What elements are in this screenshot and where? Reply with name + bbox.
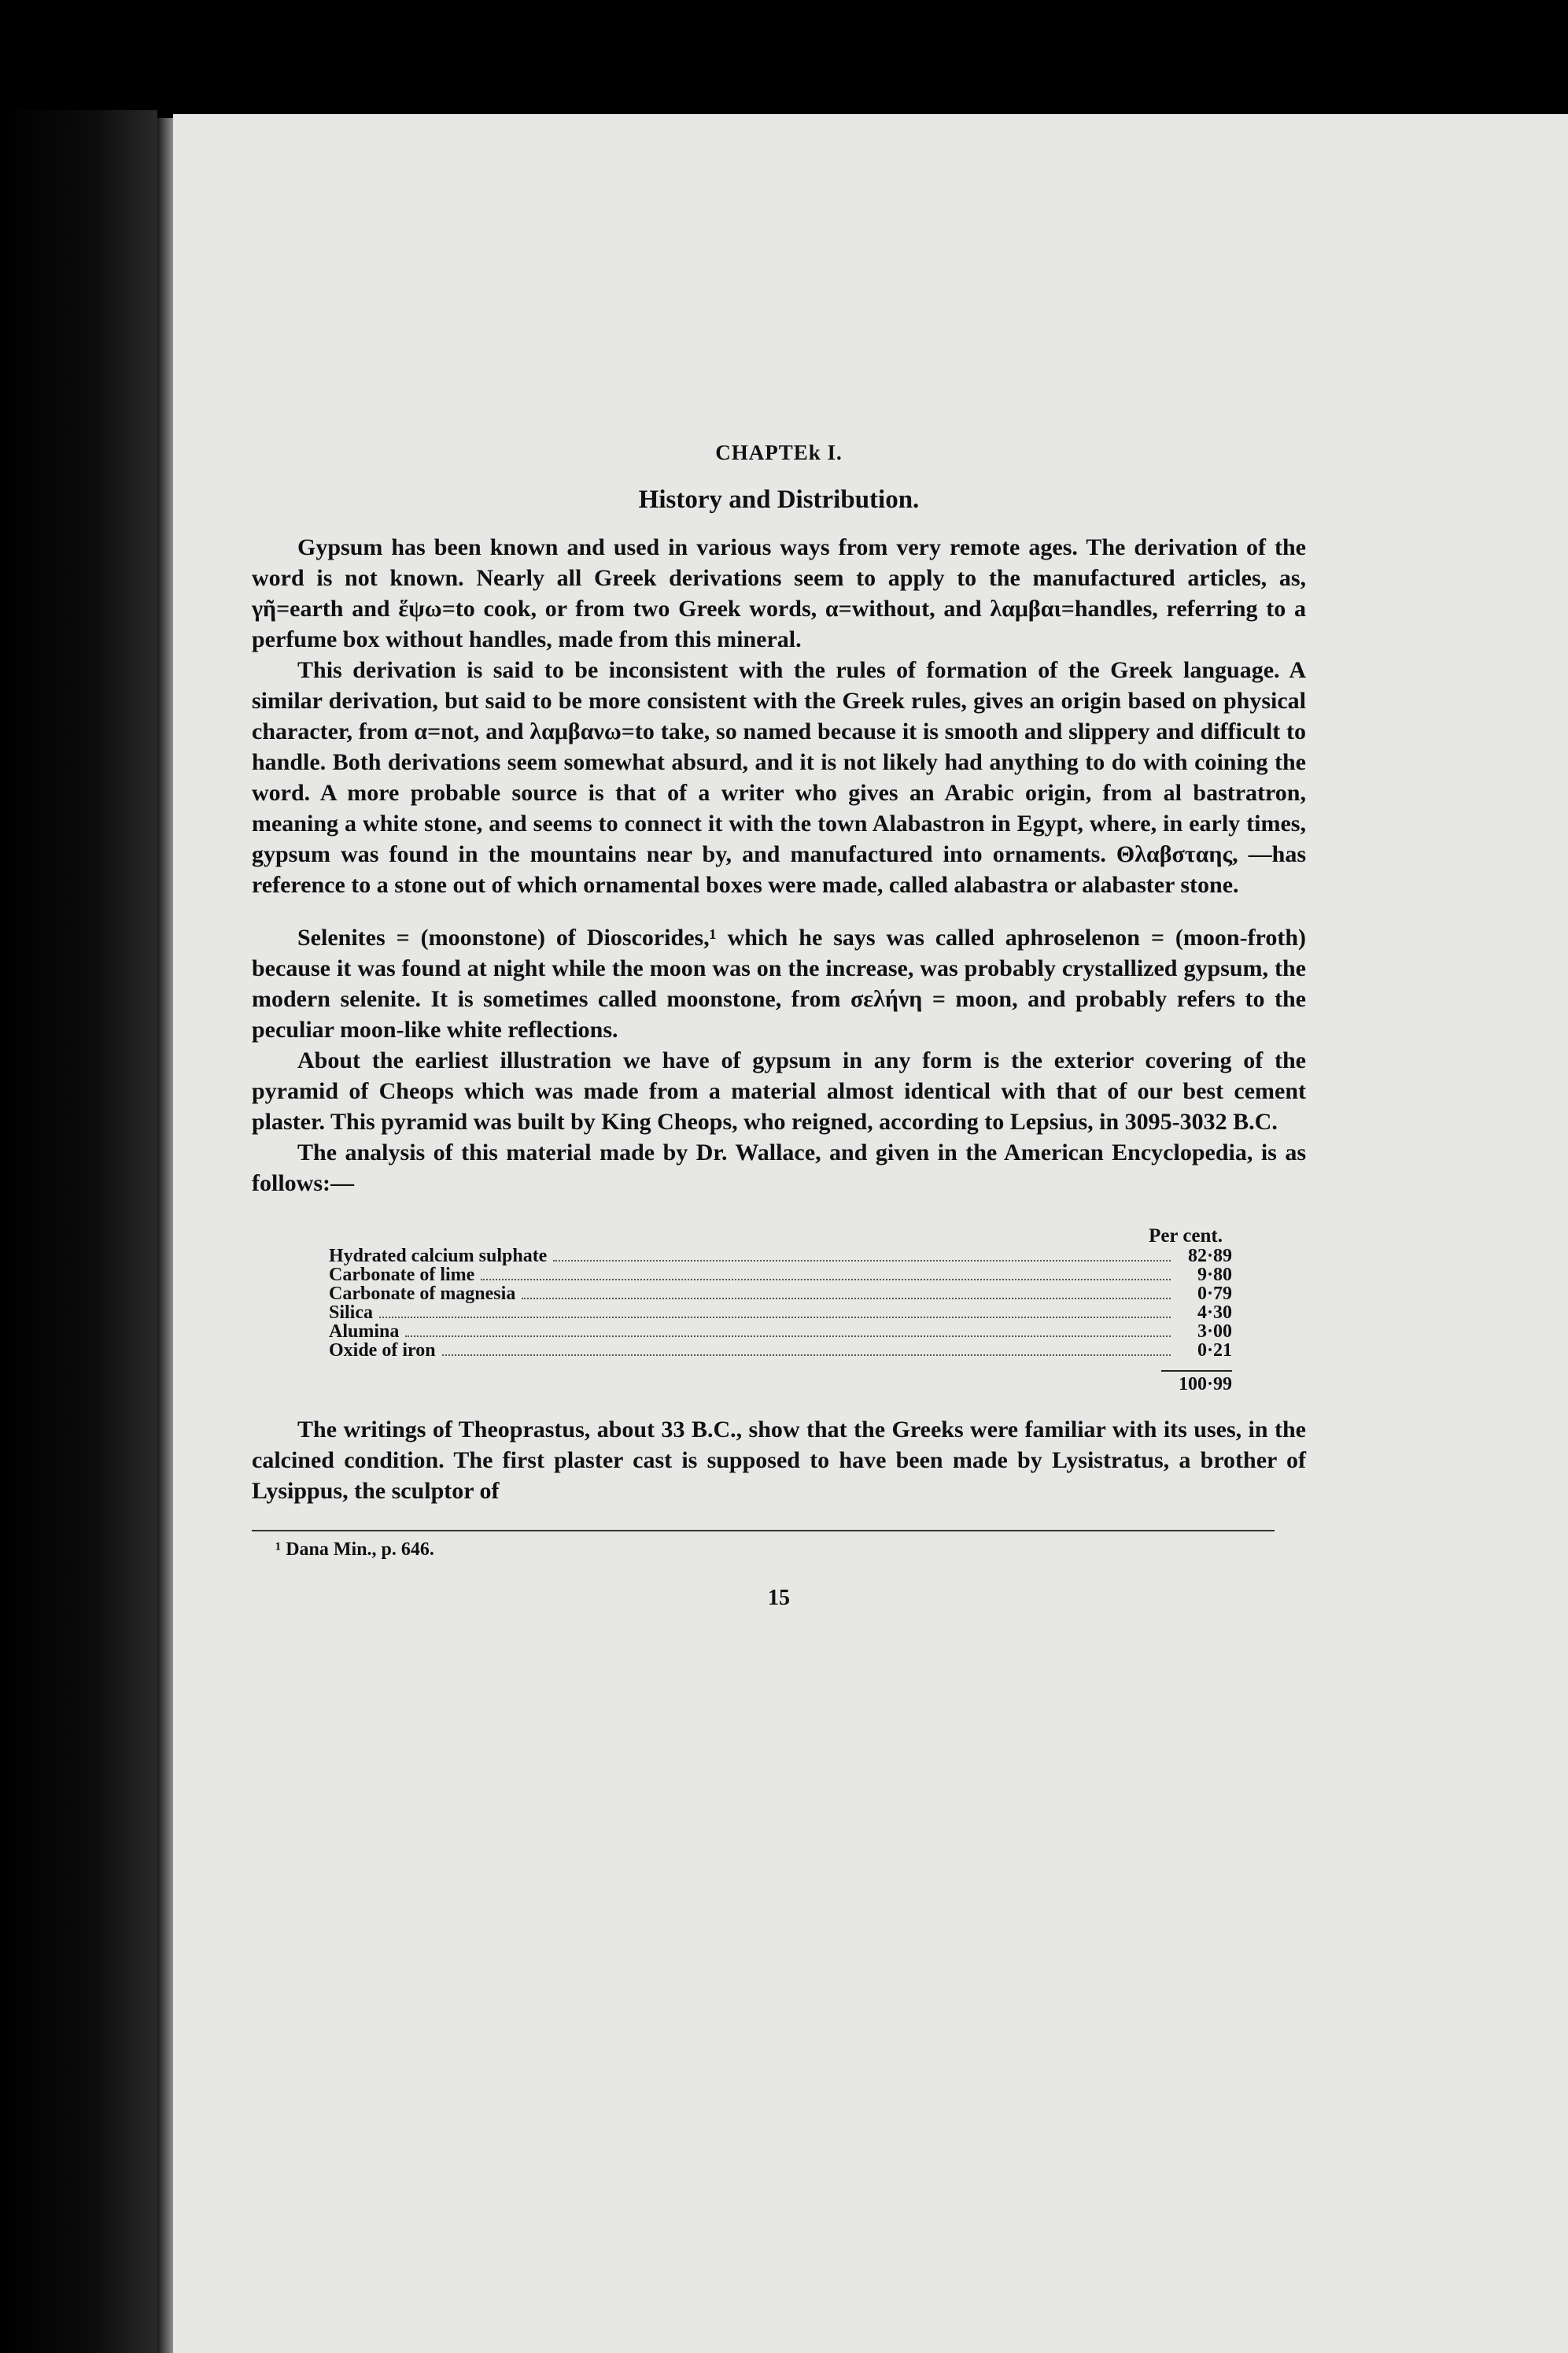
chapter-heading: CHAPTEk I. (715, 441, 843, 464)
book-spine-shadow (0, 110, 157, 2353)
row-value: 0·21 (1197, 1340, 1232, 1361)
row-label: Alumina (329, 1321, 400, 1342)
row-label: Hydrated calcium sulphate (329, 1246, 548, 1266)
row-label: Carbonate of magnesia (329, 1284, 516, 1304)
table-column-header: Per cent. (1149, 1225, 1223, 1247)
paragraph-1: Gypsum has been known and used in various ways from very remote ages. The derivation of the word is not known. Nearly all Greek derivations seem to apply to the manufactured articles, as, γῆ=earth and ἕψω=to cook, or from two Greek words, α=without, and λαμβαι=handles, referring to a perfume box without handles, made from this mineral. (252, 534, 1306, 652)
leader-dots (481, 1279, 1171, 1280)
row-label: Oxide of iron (329, 1340, 436, 1361)
row-value: 3·00 (1197, 1321, 1232, 1342)
section-title: History and Distribution. (638, 486, 920, 514)
table-total: 100·99 (1178, 1374, 1232, 1394)
row-value: 0·79 (1197, 1284, 1232, 1304)
row-value: 4·30 (1197, 1302, 1232, 1323)
leader-dots (405, 1335, 1171, 1337)
leader-dots (379, 1317, 1171, 1318)
leader-dots (522, 1298, 1171, 1299)
table-row (329, 1342, 1232, 1361)
row-label: Silica (329, 1302, 374, 1323)
table-row (329, 1304, 1232, 1323)
paragraph-5: The analysis of this material made by Dr. Wallace, and given in the American Encyclopedia, is as follows:— (252, 1140, 1306, 1196)
row-value: 9·80 (1197, 1265, 1232, 1285)
paragraph-6: The writings of Theoprastus, about 33 B.C., show that the Greeks were familiar with its uses, in the calcined condition. The first plaster cast is supposed to have been made by Lysistratus, a brother of Lysippus, the sculptor of (252, 1417, 1306, 1504)
paragraph-3: Selenites = (moonstone) of Dioscorides,¹ which he says was called aphroselenon = (moon-froth) because it was found at night while the moon was on the increase, was probably crystallized gypsum, the modern selenite. It is sometimes called moonstone, from σελήνη = moon, and probably refers to the peculiar moon-like white reflections. (252, 925, 1306, 1043)
row-label: Carbonate of lime (329, 1265, 475, 1285)
table-row (329, 1247, 1232, 1266)
page-content (252, 441, 1306, 1611)
row-value: 82·89 (1187, 1246, 1232, 1266)
table-row (329, 1266, 1232, 1285)
paragraph-2: This derivation is said to be inconsistent with the rules of formation of the Greek language. A similar derivation, but said to be more consistent with the Greek rules, gives an origin based on physical character, from α=not, and λαμβανω=to take, so named because it is smooth and slippery and difficult to handle. Both derivations seem somewhat absurd, and it is not likely had anything to do with coining the word. A more probable source is that of a writer who gives an Arabic origin, from al bastratron, meaning a white stone, and seems to connect it with the town Alabastron in Egypt, where, in early times, gypsum was found in the mountains near by, and manufactured into ornaments. Θλαβσταης, —has reference to a stone out of which ornamental boxes were made, called alabastra or alabaster stone. (252, 657, 1306, 898)
footnote-divider (252, 1530, 1275, 1531)
leader-dots (442, 1354, 1171, 1356)
paragraph-4: About the earliest illustration we have of gypsum in any form is the exterior covering of the pyramid of Cheops which was made from a material almost identical with that of our best cement plaster. This pyramid was built by King Cheops, who reigned, according to Lepsius, in 3095-3032 B.C. (252, 1047, 1306, 1135)
footnote: ¹ Dana Min., p. 646. (275, 1539, 434, 1560)
page-number: 15 (768, 1586, 790, 1610)
table-row (329, 1323, 1232, 1342)
table-row (329, 1285, 1232, 1304)
leader-dots (553, 1260, 1171, 1261)
analysis-table (329, 1225, 1232, 1397)
